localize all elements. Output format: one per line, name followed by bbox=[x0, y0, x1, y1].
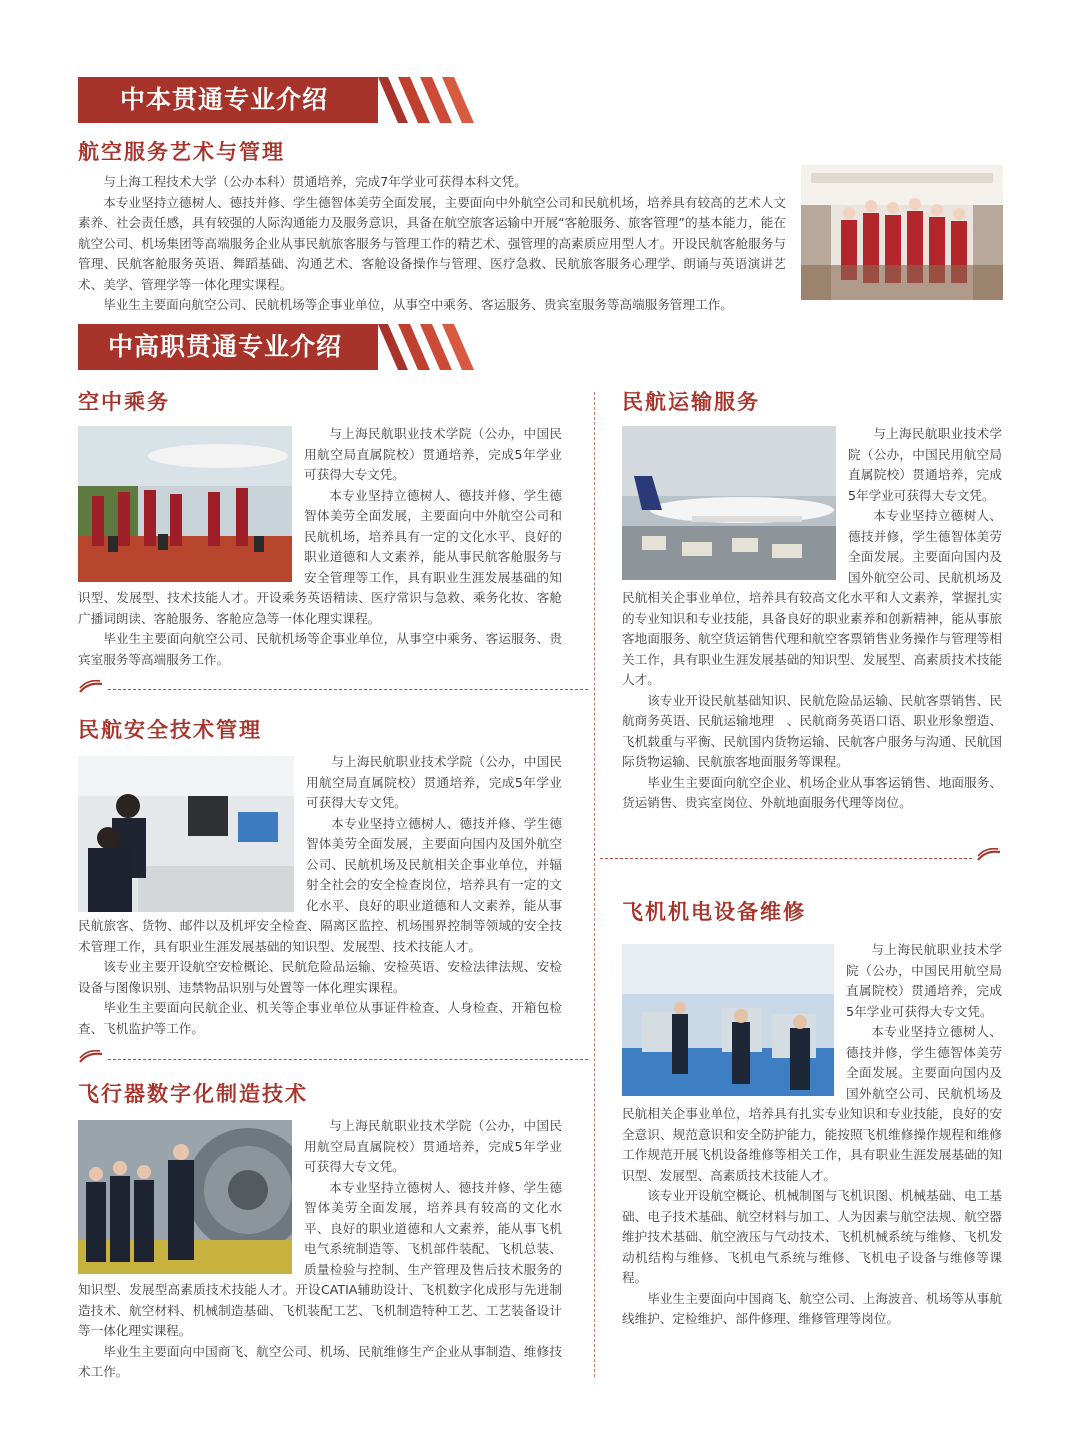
banner-title: 中高职贯通专业介绍 bbox=[108, 332, 343, 361]
wave-mark-icon bbox=[78, 680, 104, 694]
photo-maintenance-lab bbox=[622, 944, 834, 1096]
banner-stripes-icon bbox=[378, 77, 483, 123]
photo-security-lab bbox=[78, 756, 294, 912]
banner-title: 中本贯通专业介绍 bbox=[120, 85, 329, 114]
text-hangkong-fuwu bbox=[78, 172, 786, 316]
section-title-hangkong-fuwu: 航空服务艺术与管理 bbox=[78, 139, 285, 164]
paragraph: 与上海民航职业技术学院（公办，中国民用航空局直属院校）贯通培养，完成5年学业可获得大专文凭。 bbox=[304, 1118, 562, 1174]
paragraph: 本专业坚持立德树人、德技并修，学生德智体美劳全面发展。主要面向国内及国外航空公司、民航机场及民航相关企事业单位，培养具有较高文化水平和人文素养，掌握扎实的专业知识和专业技能，具备良好的职业素养和创新精神，能从事旅客地面服务、航空货运销售代理和航空客票销售业务操作与管理等相关工作，具有职业生涯发展基础的知识型、发展型、高素质技术技能人才。 bbox=[622, 508, 1002, 687]
paragraph: 与上海民航职业技术学院（公办，中国民用航空局直属院校）贯通培养，完成5年学业可获得大专文凭。 bbox=[848, 426, 1002, 503]
text-jidian bbox=[622, 940, 1002, 1330]
photo-airport-apron bbox=[622, 426, 836, 580]
paragraph: 与上海工程技术大学（公办本科）贯通培养，完成7年学业可获得本科文凭。 bbox=[103, 174, 527, 189]
paragraph: 与上海民航职业技术学院（公办，中国民用航空局直属院校）贯通培养，完成5年学业可获得大专文凭。 bbox=[846, 942, 1002, 1019]
paragraph: 本专业坚持立德树人、德技并修、学生德智体美劳全面发展，主要面向国内及国外航空公司、民航机场及民航相关企事业单位，并辐射全社会的安全检查岗位，培养具有一定的文化水平、良好的职业道德和人文素养，能从事民航旅客、货物、邮件以及机坪安全检查、隔离区监控、机场围界控制等领域的安全技术管理工作，具有职业生涯发展基础的知识型、发展型、技术技能人才。 bbox=[78, 815, 562, 954]
paragraph: 毕业生主要面向中国商飞、航空公司、上海波音、机场等从事航线维护、定检维护、部件修理、维修管理等岗位。 bbox=[622, 1290, 1002, 1326]
paragraph: 与上海民航职业技术学院（公办，中国民用航空局直属院校）贯通培养，完成5年学业可获得大专文凭。 bbox=[306, 754, 562, 810]
section-divider bbox=[108, 1059, 588, 1060]
column-divider bbox=[594, 392, 595, 1377]
paragraph: 毕业生主要面向中国商飞、航空公司、机场、民航维修生产企业从事制造、维修技术工作。 bbox=[78, 1343, 562, 1379]
paragraph: 与上海民航职业技术学院（公办，中国民用航空局直属院校）贯通培养，完成5年学业可获得大专文凭。 bbox=[304, 426, 562, 482]
photo-flight-attendants bbox=[78, 426, 292, 582]
paragraph: 该专业开设民航基础知识、民航危险品运输、民航客票销售、民航商务英语、民航运输地理 、民航商务英语口语、职业形象塑造、飞机载重与平衡、民航国内货物运输、民航客户服务与沟通、民航国际货物运输、民航旅客地面服务等课程。 bbox=[622, 692, 1002, 769]
text-yunshu bbox=[622, 424, 1002, 814]
section-divider bbox=[600, 858, 972, 859]
section-title-yunshu: 民航运输服务 bbox=[622, 389, 760, 414]
paragraph: 本专业坚持立德树人、德技并修、学生德智体美劳全面发展，培养具有较高的文化水平、良好的职业道德和人文素养，能从事飞机电气系统制造等、飞机部件装配、飞机总装、质量检验与控制、生产管理及售后技术服务的知识型、发展型高素质技术技能人才。开设CATIA辅助设计、飞机数字化成形与先进制造技术、航空材料、机械制造基础、飞机装配工艺、飞机制造特种工艺、工艺装备设计等一体化理实课程。 bbox=[78, 1179, 562, 1338]
paragraph: 毕业生主要面向民航企业、机关等企事业单位从事证件检查、人身检查、开箱包检查、飞机监护等工作。 bbox=[78, 1000, 562, 1036]
text-kongzhong bbox=[78, 424, 562, 670]
paragraph: 该专业开设航空概论、机械制图与飞机识图、机械基础、电工基础、电子技术基础、航空材料与加工、人为因素与航空法规、航空器维护技术基础、航空液压与气动技术、飞机机械系统与维修、飞机发动机结构与维修、飞机电气系统与维修、飞机电子设备与维修等课程。 bbox=[622, 1188, 1002, 1285]
section-title-jidian: 飞机机电设备维修 bbox=[622, 899, 806, 924]
banner-zhongben bbox=[78, 77, 483, 123]
paragraph: 本专业坚持立德树人、德技并修、学生德智体美劳全面发展，主要面向中外航空公司和民航机场，培养具有较高的艺术人文素养、社会责任感，具有较强的人际沟通能力及服务意识，具备在航空旅客运输中开展“客舱服务、旅客管理”的基本能力，能在航空公司、机场集团等高端服务企业从事民航旅客服务与管理工作的精艺术、强管理的高素质应用型人才。开设民航客舱服务与管理、民航客舱服务英语、舞蹈基础、沟通艺术、客舱设备操作与管理、医疗急救、民航旅客服务心理学、朗诵与英语演讲艺术、美学、管理学等一体化理实课程。 bbox=[78, 194, 786, 292]
section-title-kongzhong: 空中乘务 bbox=[78, 389, 170, 414]
paragraph: 毕业生主要面向航空企业、机场企业从事客运销售、地面服务、货运销售、贵宾室岗位、外航地面服务代理等岗位。 bbox=[622, 774, 1002, 810]
banner-zhonggao bbox=[78, 324, 483, 370]
section-divider bbox=[108, 689, 588, 690]
paragraph: 本专业坚持立德树人、德技并修，学生德智体美劳全面发展。主要面向国内及国外航空公司、民航机场及民航相关企事业单位，培养具有扎实专业知识和专业技能，良好的安全意识、规范意识和安全防护能力，能按照飞机维修操作规程和维修工作规范开展飞机设备维修等相关工作，具有职业生涯发展基础的知识型、发展型、高素质技术技能人才。 bbox=[622, 1024, 1002, 1183]
text-anquan bbox=[78, 752, 562, 1039]
paragraph: 该专业主要开设航空安检概论、民航危险品运输、安检英语、安检法律法规、安检设备与图像识别、违禁物品识别与处置等一体化理实课程。 bbox=[78, 959, 562, 995]
paragraph: 毕业生主要面向航空公司、民航机场等企事业单位，从事空中乘务、客运服务、贵宾室服务等高端服务管理工作。 bbox=[103, 297, 733, 312]
section-title-anquan: 民航安全技术管理 bbox=[78, 717, 262, 742]
text-feixingqi bbox=[78, 1116, 562, 1383]
photo-engine-workshop bbox=[78, 1120, 292, 1274]
banner-stripes-icon bbox=[378, 324, 483, 370]
section-title-feixingqi: 飞行器数字化制造技术 bbox=[78, 1081, 308, 1106]
paragraph: 本专业坚持立德树人、德技并修、学生德智体美劳全面发展，主要面向中外航空公司和民航机场，培养具有一定的文化水平、良好的职业道德和人文素养，能从事民航客舱服务与安全管理等工作，具有职业生涯发展基础的知识型、发展型、技术技能人才。开设乘务英语精读、医疗常识与急救、乘务化妆、客舱广播词朗读、客舱服务、客舱应急等一体化理实课程。 bbox=[78, 487, 562, 626]
wave-mark-icon bbox=[976, 848, 1002, 862]
wave-mark-icon bbox=[78, 1050, 104, 1064]
paragraph: 毕业生主要面向航空公司、民航机场等企事业单位，从事空中乘务、客运服务、贵宾室服务等高端服务工作。 bbox=[78, 631, 562, 667]
photo-cabin-crew bbox=[801, 165, 1003, 300]
